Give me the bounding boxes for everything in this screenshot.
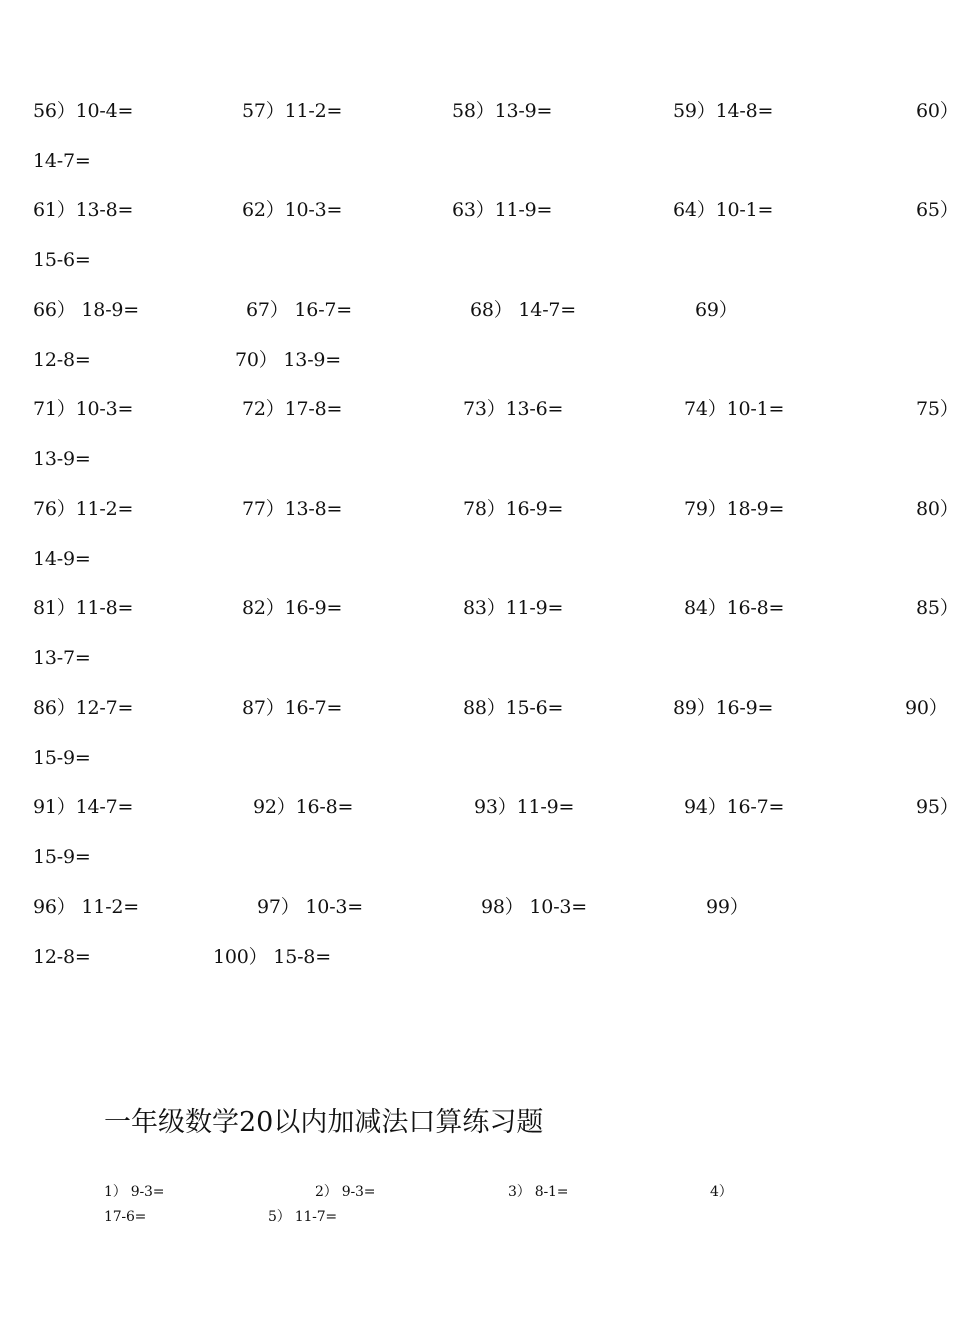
problem-item: 90） bbox=[905, 697, 948, 719]
problem-item: 67） 16-7= bbox=[246, 299, 353, 321]
problem-item: 14-9= bbox=[33, 548, 91, 570]
problem-item: 99） bbox=[706, 896, 749, 918]
section-title: 一年级数学20以内加减法口算练习题 bbox=[104, 1107, 544, 1138]
problem-item: 83）11-9= bbox=[463, 597, 564, 619]
problem-item: 69） bbox=[695, 299, 738, 321]
problem-item: 15-9= bbox=[33, 846, 91, 868]
problem-item: 76）11-2= bbox=[33, 498, 134, 520]
problem-item: 12-8= bbox=[33, 349, 91, 371]
problem-item: 62）10-3= bbox=[242, 199, 343, 221]
problem-item: 64）10-1= bbox=[673, 199, 774, 221]
problem-item: 84）16-8= bbox=[684, 597, 785, 619]
problem-item: 60） bbox=[916, 100, 959, 122]
problem-item: 13-9= bbox=[33, 448, 91, 470]
problem-item: 57）11-2= bbox=[242, 100, 343, 122]
problem-item: 61）13-8= bbox=[33, 199, 134, 221]
problem-item: 80） bbox=[916, 498, 959, 520]
problem-item: 5） 11-7= bbox=[268, 1209, 337, 1225]
problem-item: 73）13-6= bbox=[463, 398, 564, 420]
problem-item: 56）10-4= bbox=[33, 100, 134, 122]
problem-item: 1） 9-3= bbox=[104, 1184, 165, 1200]
problem-item: 82）16-9= bbox=[242, 597, 343, 619]
problem-item: 2） 9-3= bbox=[315, 1184, 376, 1200]
problem-item: 85） bbox=[916, 597, 959, 619]
problem-item: 93）11-9= bbox=[474, 796, 575, 818]
problem-item: 14-7= bbox=[33, 150, 91, 172]
problem-item: 15-9= bbox=[33, 747, 91, 769]
problem-item: 3） 8-1= bbox=[508, 1184, 569, 1200]
problem-item: 17-6= bbox=[104, 1209, 147, 1225]
problem-item: 91）14-7= bbox=[33, 796, 134, 818]
problem-item: 97） 10-3= bbox=[257, 896, 364, 918]
problem-item: 66） 18-9= bbox=[33, 299, 140, 321]
problem-item: 81）11-8= bbox=[33, 597, 134, 619]
problem-item: 77）13-8= bbox=[242, 498, 343, 520]
problem-item: 87）16-7= bbox=[242, 697, 343, 719]
problem-item: 74）10-1= bbox=[684, 398, 785, 420]
problem-item: 88）15-6= bbox=[463, 697, 564, 719]
problem-item: 72）17-8= bbox=[242, 398, 343, 420]
problem-item: 15-6= bbox=[33, 249, 91, 271]
problem-item: 68） 14-7= bbox=[470, 299, 577, 321]
problem-item: 94）16-7= bbox=[684, 796, 785, 818]
problem-item: 59）14-8= bbox=[673, 100, 774, 122]
problem-item: 12-8= bbox=[33, 946, 91, 968]
problem-item: 86）12-7= bbox=[33, 697, 134, 719]
problem-item: 89）16-9= bbox=[673, 697, 774, 719]
problem-item: 98） 10-3= bbox=[481, 896, 588, 918]
problem-item: 79）18-9= bbox=[684, 498, 785, 520]
problem-item: 65） bbox=[916, 199, 959, 221]
problem-item: 13-7= bbox=[33, 647, 91, 669]
problem-item: 58）13-9= bbox=[452, 100, 553, 122]
problem-item: 78）16-9= bbox=[463, 498, 564, 520]
problem-item: 95） bbox=[916, 796, 959, 818]
problem-item: 75） bbox=[916, 398, 959, 420]
problem-item: 100） 15-8= bbox=[213, 946, 331, 968]
problem-item: 96） 11-2= bbox=[33, 896, 140, 918]
problem-item: 71）10-3= bbox=[33, 398, 134, 420]
problem-item: 4） bbox=[710, 1184, 733, 1200]
problem-item: 63）11-9= bbox=[452, 199, 553, 221]
problem-item: 70） 13-9= bbox=[235, 349, 342, 371]
problem-item: 92）16-8= bbox=[253, 796, 354, 818]
